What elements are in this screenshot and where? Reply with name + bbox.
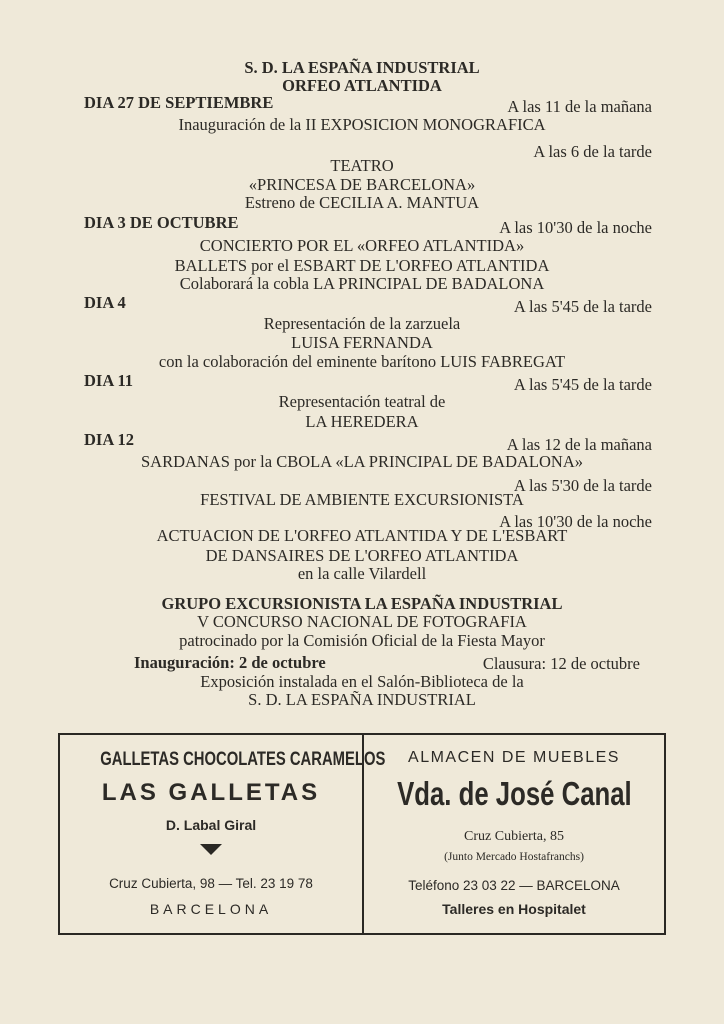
photo-contest: V CONCURSO NACIONAL DE FOTOGRAFIA (197, 612, 527, 631)
time-day11: A las 5'45 de la tarde (513, 375, 652, 394)
concert-line: CONCIERTO POR EL «ORFEO ATLANTIDA» (199, 236, 525, 255)
time-oct3: A las 10'30 de la noche (499, 218, 652, 237)
festival-line: FESTIVAL DE AMBIENTE EXCURSIONISTA (200, 490, 524, 509)
photo-group-title: GRUPO EXCURSIONISTA LA ESPAÑA INDUSTRIAL (161, 594, 563, 613)
exposition-inauguration: Inauguración de la II EXPOSICION MONOGRAFICA (178, 115, 546, 134)
street-line: en la calle Vilardell (297, 564, 427, 583)
date-day4: DIA 4 (84, 293, 126, 312)
time-day12-night: A las 10'30 de la noche (499, 512, 652, 531)
photo-closing: Clausura: 12 de octubre (482, 654, 640, 673)
zarzuela-title: LUISA FERNANDA (291, 333, 433, 352)
time-day12-afternoon: A las 5'30 de la tarde (513, 476, 652, 495)
ad-right-phone: Teléfono 23 03 22 — BARCELONA (408, 878, 620, 893)
dansaires-line: DE DANSAIRES DE L'ORFEO ATLANTIDA (205, 546, 519, 565)
time-sept27-afternoon: A las 6 de la tarde (533, 142, 652, 161)
ad-right-name: Vda. de José Canal (397, 775, 632, 812)
photo-venue: Exposición instalada en el Salón-Biblioteca de la (200, 672, 524, 691)
ad-left-owner: D. Labal Giral (165, 817, 257, 833)
ad-las-galletas (60, 735, 386, 933)
ad-left-name: LAS GALLETAS (101, 779, 321, 806)
date-sept27: DIA 27 DE SEPTIEMBRE (84, 93, 274, 112)
actuacion-line: ACTUACION DE L'ORFEO ATLANTIDA Y DE L'ESBART (156, 526, 568, 545)
photo-opening: Inauguración: 2 de octubre (134, 653, 326, 672)
ad-left-city: BARCELONA (149, 901, 273, 917)
header-org: S. D. LA ESPAÑA INDUSTRIAL (244, 58, 480, 77)
date-oct3: DIA 3 DE OCTUBRE (84, 213, 239, 232)
header-orfeo: ORFEO ATLANTIDA (282, 76, 442, 95)
heredera-title: LA HEREDERA (305, 412, 419, 431)
theatrical-line: Representación teatral de (278, 392, 446, 411)
theatre-name: «PRINCESA DE BARCELONA» (248, 175, 476, 194)
photo-sponsor: patrocinado por la Comisión Oficial de la Fiesta Mayor (179, 631, 545, 650)
photo-venue-org: S. D. LA ESPAÑA INDUSTRIAL (248, 690, 476, 709)
premiere-line: Estreno de CECILIA A. MANTUA (244, 193, 480, 212)
ad-left-products: GALLETAS CHOCOLATES CARAMELOS (100, 749, 386, 770)
ad-right-workshops: Talleres en Hospitalet (442, 901, 586, 917)
ballets-line: BALLETS por el ESBART DE L'ORFEO ATLANTIDA (174, 256, 550, 275)
time-sept27-morning: A las 11 de la mañana (507, 97, 652, 116)
date-day12: DIA 12 (84, 430, 134, 449)
baritone-line: con la colaboración del eminente barítono LUIS FABREGAT (158, 352, 566, 371)
ad-muebles-canal (364, 735, 664, 933)
ad-right-address: Cruz Cubierta, 85 (464, 829, 564, 844)
cobla-line: Colaborará la cobla LA PRINCIPAL DE BADALONA (179, 274, 545, 293)
ad-left-address: Cruz Cubierta, 98 — Tel. 23 19 78 (109, 876, 313, 891)
time-day12-morning: A las 12 de la mañana (506, 435, 652, 454)
triangle-down-icon (200, 844, 222, 855)
ad-right-heading: ALMACEN DE MUEBLES (408, 749, 620, 766)
zarzuela-line: Representación de la zarzuela (263, 314, 461, 333)
ad-right-note: (Junto Mercado Hostafranchs) (444, 851, 584, 863)
date-day11: DIA 11 (84, 371, 134, 390)
advertisements (58, 733, 666, 935)
theatre-label: TEATRO (330, 156, 394, 175)
time-day4: A las 5'45 de la tarde (513, 297, 652, 316)
sardanas-line: SARDANAS por la CBOLA «LA PRINCIPAL DE BADALONA» (140, 452, 584, 471)
